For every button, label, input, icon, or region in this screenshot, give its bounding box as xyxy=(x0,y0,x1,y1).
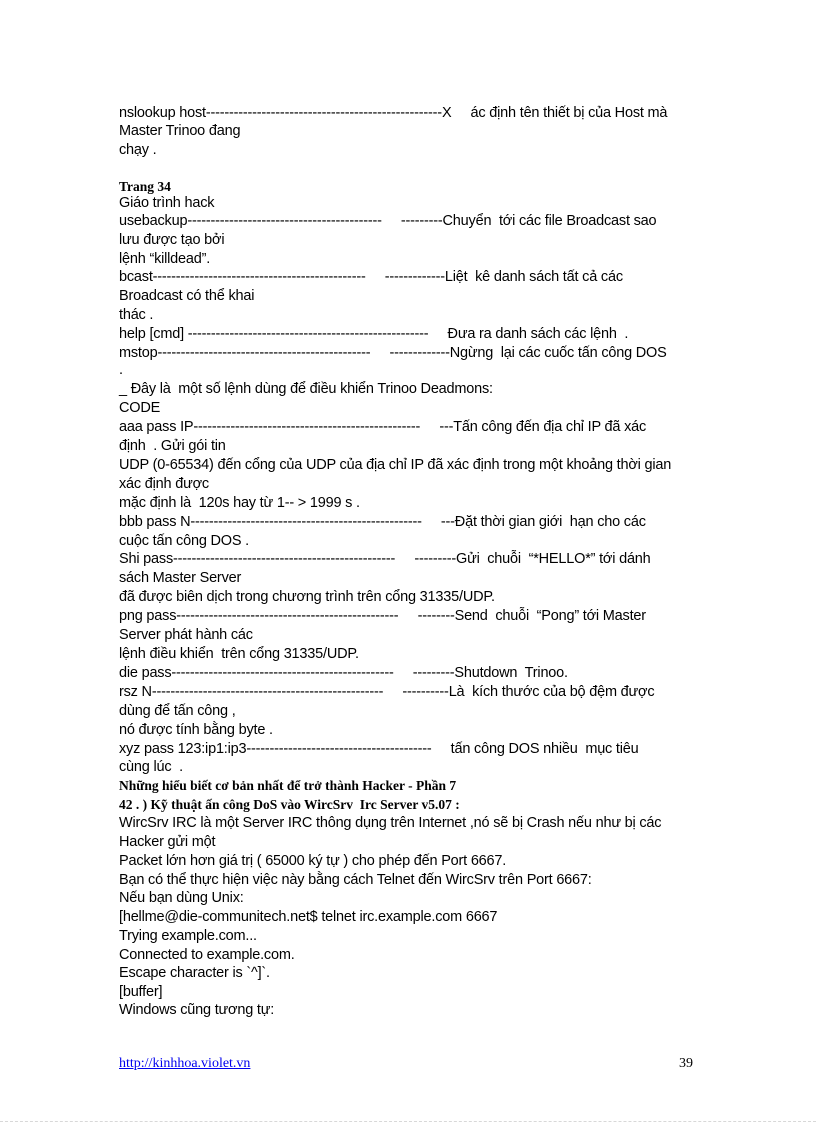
text-line: mặc định là 120s hay từ 1-- > 1999 s . xyxy=(119,495,360,511)
text-line: Shi pass------------------------------------------------ ---------Gửi chuỗi “*HELLO*” tới dánh xyxy=(119,551,651,567)
text-line: [buffer] xyxy=(119,984,163,1000)
text-line: png pass------------------------------------------------ --------Send chuỗi “Pong” tới Master xyxy=(119,608,646,624)
text-line: UDP (0-65534) đến cổng của UDP của địa chỉ IP đã xác định trong một khoảng thời gian xyxy=(119,457,672,473)
page-bottom-divider xyxy=(0,1121,816,1122)
text-line: nó được tính bằng byte . xyxy=(119,722,273,738)
text-line: [hellme@die-communitech.net$ telnet irc.example.com 6667 xyxy=(119,909,498,925)
text-line: Connected to example.com. xyxy=(119,947,295,963)
text-line: usebackup------------------------------------------ ---------Chuyển tới các file Broadcast sao xyxy=(119,213,657,229)
text-line: thác . xyxy=(119,307,154,323)
text-line: đã được biên dịch trong chương trình trên cổng 31335/UDP. xyxy=(119,589,495,605)
text-line: cuộc tấn công DOS . xyxy=(119,533,249,549)
text-line: die pass------------------------------------------------ ---------Shutdown Trinoo. xyxy=(119,665,568,681)
text-line: Windows cũng tương tự: xyxy=(119,1002,275,1018)
heading-line: Những hiểu biết cơ bản nhất để trở thành Hacker - Phần 7 xyxy=(119,778,457,793)
text-line: Escape character is `^]`. xyxy=(119,965,270,981)
text-line: cùng lúc . xyxy=(119,759,183,775)
text-line: mstop---------------------------------------------- -------------Ngừng lại các cuốc tấn công DOS xyxy=(119,345,667,361)
text-line: lệnh điều khiển trên cổng 31335/UDP. xyxy=(119,646,359,662)
text-line: Nếu bạn dùng Unix: xyxy=(119,890,244,906)
text-line: WircSrv IRC là một Server IRC thông dụng trên Internet ,nó sẽ bị Crash nếu như bị các xyxy=(119,815,662,831)
text-line: nslookup host---------------------------------------------------X ác định tên thiết bị của Host mà xyxy=(119,105,668,121)
text-line: Giáo trình hack xyxy=(119,195,215,211)
text-line: Master Trinoo đang xyxy=(119,123,241,139)
text-line: Hacker gửi một xyxy=(119,834,216,850)
text-line: Server phát hành các xyxy=(119,627,253,643)
heading-line: Trang 34 xyxy=(119,179,171,194)
text-line: xác định được xyxy=(119,476,209,492)
text-line: lệnh “killdead”. xyxy=(119,251,211,267)
heading-line: 42 . ) Kỹ thuật ấn công DoS vào WircSrv Irc Server v5.07 : xyxy=(119,797,460,812)
footer-link[interactable]: http://kinhhoa.violet.vn xyxy=(119,1056,251,1071)
text-line: CODE xyxy=(119,400,161,416)
text-line: xyz pass 123:ip1:ip3---------------------------------------- tấn công DOS nhiều mục tiêu xyxy=(119,741,639,757)
text-line: lưu được tạo bởi xyxy=(119,232,225,248)
text-line: _ Đây là một số lệnh dùng để điều khiển Trinoo Deadmons: xyxy=(119,381,493,397)
page-number: 39 xyxy=(679,1056,693,1071)
text-line: rsz N-------------------------------------------------- ----------Là kích thước của bộ đệm được xyxy=(119,684,655,700)
text-line: bbb pass N-------------------------------------------------- ---Đặt thời gian giới hạn cho các xyxy=(119,514,646,530)
text-line: help [cmd] ---------------------------------------------------- Đưa ra danh sách các lệnh . xyxy=(119,326,629,342)
text-line: chạy . xyxy=(119,142,157,158)
text-line: Packet lớn hơn giá trị ( 65000 ký tự ) cho phép đến Port 6667. xyxy=(119,853,507,869)
text-line: Trying example.com... xyxy=(119,928,257,944)
text-line: Bạn có thể thực hiện việc này bằng cách Telnet đến WircSrv trên Port 6667: xyxy=(119,872,592,888)
text-line: aaa pass IP------------------------------------------------- ---Tấn công đến địa chỉ IP đã xác xyxy=(119,419,647,435)
text-line: sách Master Server xyxy=(119,570,242,586)
text-line: dùng để tấn công , xyxy=(119,703,236,719)
text-line: . xyxy=(119,362,123,378)
text-line: Broadcast có thể khai xyxy=(119,288,255,304)
text-line: bcast---------------------------------------------- -------------Liệt kê danh sách tất cả các xyxy=(119,269,623,285)
text-line: định . Gửi gói tin xyxy=(119,438,226,454)
